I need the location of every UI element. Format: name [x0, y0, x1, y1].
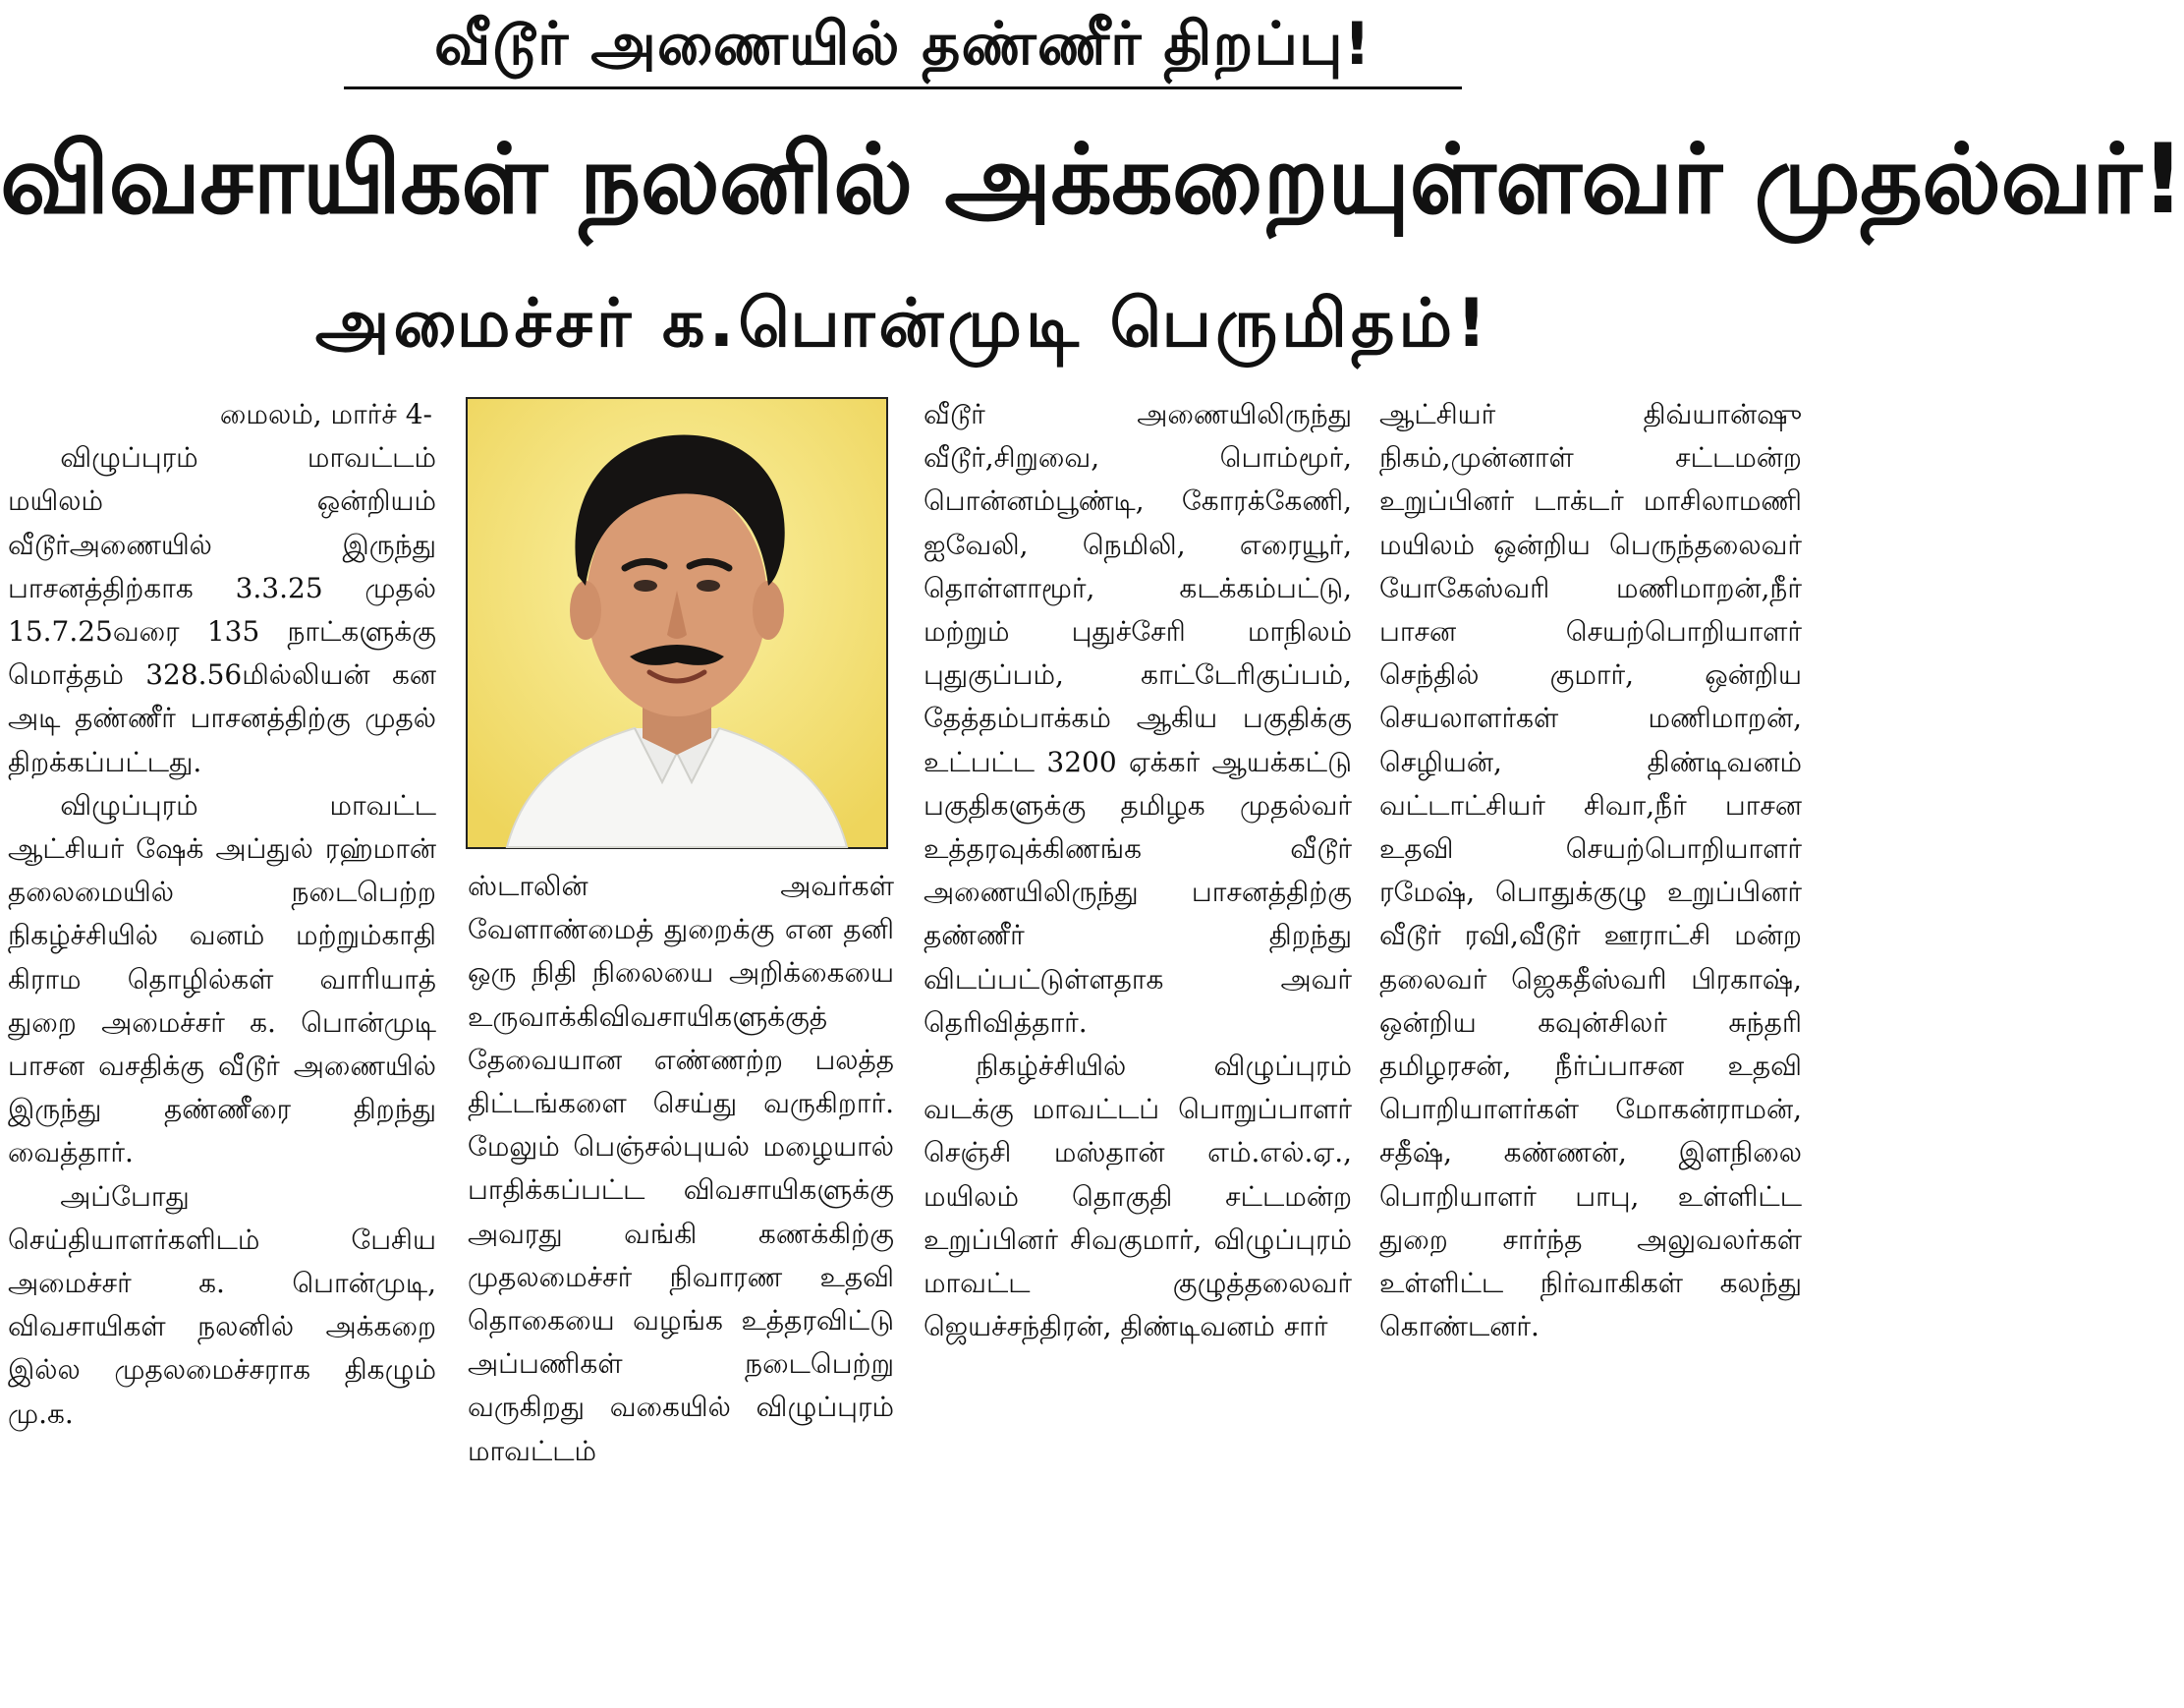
main-headline: விவசாயிகள் நலனில் அக்கறையுள்ளவர் முதல்வர்! — [0, 124, 2184, 236]
subheadline: அமைச்சர் க.பொன்முடி பெருமிதம்! — [314, 285, 1491, 363]
kicker-underline — [344, 86, 1462, 89]
paragraph: ஸ்டாலின் அவர்கள் வேளாண்மைத் துறைக்கு என தனி ஒரு நிதி நிலையை அறிக்கையை உருவாக்கிவிவசாயிகளுக்குத் தேவையான எண்ணற்ற பலத்த திட்டங்களை செய்து வருகிறார். மேலும் பெஞ்சல்புயல் மழையால் பாதிக்கப்பட்ட விவசாயிகளுக்கு அவரது வங்கி கணக்கிற்கு முதலமைச்சர் நிவாரண உதவி தொகையை வழங்க உத்தரவிட்டு அப்பணிகள் நடைபெற்று வருகிறது வகையில் விழுப்புரம் மாவட்டம் — [468, 870, 894, 1467]
article-column-3 — [924, 393, 1352, 1348]
paragraph: அப்போது செய்தியாளர்களிடம் பேசிய அமைச்சர் க. பொன்முடி, விவசாயிகள் நலனில் அக்கறை இல்ல முதலமைச்சராக திகழும் மு.க. — [8, 1179, 436, 1430]
article-column-4 — [1379, 393, 1802, 1348]
paragraph: ஆட்சியர் திவ்யான்ஷு நிகம்,முன்னாள் சட்டமன்ற உறுப்பினர் டாக்டர் மாசிலாமணி மயிலம் ஒன்றிய பெருந்தலைவர் யோகேஸ்வரி மணிமாறன்,நீர் பாசன செயற்பொறியாளர் செந்தில் குமார், ஒன்றிய செயலாளர்கள் மணிமாறன், செழியன், திண்டிவனம் வட்டாட்சியர் சிவா,நீர் பாசன உதவி செயற்பொறியாளர் ரமேஷ், பொதுக்குழு உறுப்பினர் வீடூர் ரவி,வீடூர் ஊராட்சி மன்ற தலைவர் ஜெகதீஸ்வரி பிரகாஷ், ஒன்றிய கவுன்சிலர் சுந்தரி தமிழரசன், நீர்ப்பாசன உதவி பொறியாளர்கள் மோகன்ராமன், சதீஷ், கண்ணன், இளநிலை பொறியாளர் பாபு, உள்ளிட்ட துறை சார்ந்த அலுவலர்கள் உள்ளிட்ட நிர்வாகிகள் கலந்து கொண்டனர். — [1379, 398, 1802, 1343]
article-column-1 — [8, 393, 436, 1436]
minister-photo — [466, 397, 888, 849]
dateline: மைலம், மார்ச் 4- — [219, 398, 432, 430]
paragraph: வீடூர் அணையிலிருந்து வீடூர்,சிறுவை, பொம்மூர், பொன்னம்பூண்டி, கோரக்கேணி, ஐவேலி, நெமிலி, எரையூர், தொள்ளாமூர், கடக்கம்பட்டு, மற்றும் புதுச்சேரி மாநிலம் புதுகுப்பம், காட்டேரிகுப்பம், தேத்தம்பாக்கம் ஆகிய பகுதிக்கு உட்பட்ட 3200 ஏக்கர் ஆயக்கட்டு பகுதிகளுக்கு தமிழக முதல்வர் உத்தரவுக்கிணங்க வீடூர் அணையிலிருந்து பாசனத்திற்கு தண்ணீர் திறந்து விடப்பட்டுள்ளதாக அவர் தெரிவித்தார். — [924, 398, 1352, 1039]
paragraph: விழுப்புரம் மாவட்டம் மயிலம் ஒன்றியம் வீடூர்அணையில் இருந்து பாசனத்திற்காக 3.3.25 முதல் 15.7.25வரை 135 நாட்களுக்கு மொத்தம் 328.56மில்லியன் கன அடி தண்ணீர் பாசனத்திற்கு முதல் திறக்கப்பட்டது. — [8, 441, 436, 778]
kicker-headline: வீடூர் அணையில் தண்ணீர் திறப்பு! — [433, 10, 1372, 79]
article-column-2 — [468, 865, 894, 1473]
paragraph: விழுப்புரம் மாவட்ட ஆட்சியர் ஷேக் அப்துல் ரஹ்மான் தலைமையில் நடைபெற்ற நிகழ்ச்சியில் வனம் மற்றும்காதி கிராம தொழில்கள் வாரியாத் துறை அமைச்சர் க. பொன்முடி பாசன வசதிக்கு வீடூர் அணையில் இருந்து தண்ணீரை திறந்து வைத்தார். — [8, 788, 436, 1169]
paragraph: நிகழ்ச்சியில் விழுப்புரம் வடக்கு மாவட்டப் பொறுப்பாளர் செஞ்சி மஸ்தான் எம்.எல்.ஏ., மயிலம் தொகுதி சட்டமன்ற உறுப்பினர் சிவகுமார், விழுப்புரம் மாவட்ட குழுத்தலைவர் ஜெயச்சந்திரன், திண்டிவனம் சார் — [924, 1050, 1352, 1343]
